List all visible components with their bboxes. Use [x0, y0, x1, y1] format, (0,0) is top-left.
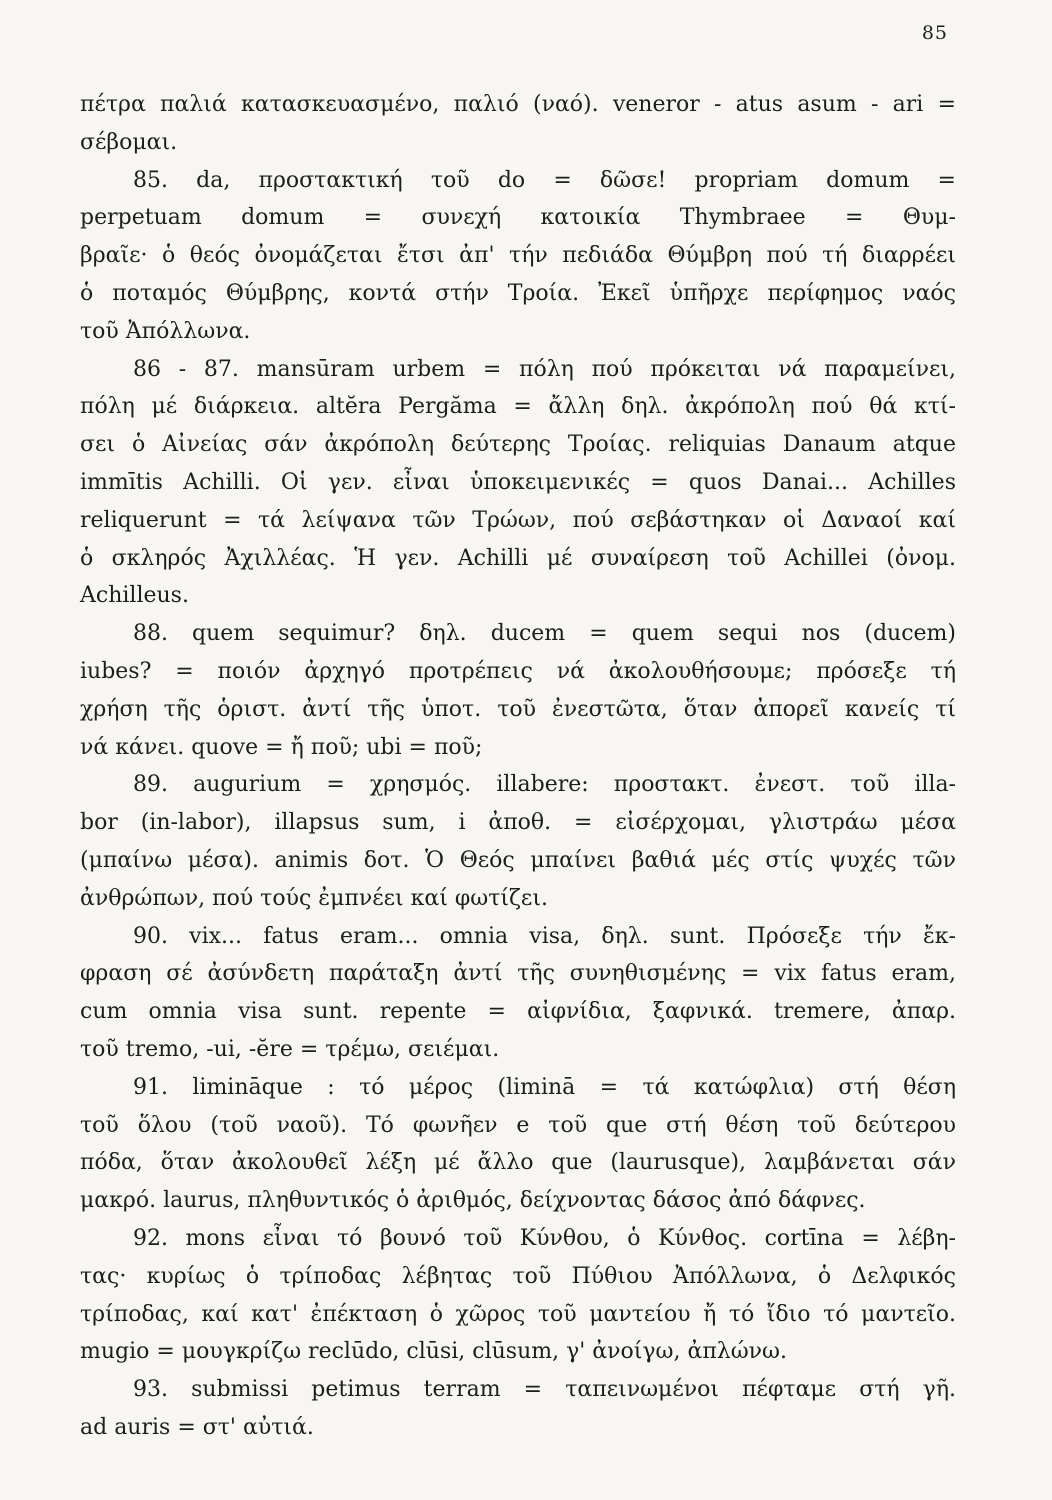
text-line: σέβομαι.: [80, 129, 178, 155]
commentary-text: [80, 86, 956, 1447]
text-line: mugio = μουγκρίζω reclūdo, clūsi, clūsum, γ' ἀνοίγω, ἀπλώνω.: [80, 1339, 787, 1365]
text-line: βραῖε· ὁ θεός ὀνομάζεται ἔτσι ἀπ' τήν πεδιάδα Θύμβρη πού τή διαρρέει: [80, 243, 956, 269]
text-line: 91. limināque : τό μέρος (liminā = τά κατώφλια) στή θέση: [133, 1074, 956, 1100]
text-line: ad auris = στ' αὐτιά.: [80, 1414, 314, 1440]
text-line: φραση σέ ἀσύνδετη παράταξη ἀντί τῆς συνηθισμένης = vix fatus eram,: [80, 961, 956, 987]
text-line: τοῦ Ἀπόλλωνα.: [80, 318, 251, 344]
text-line: ἀνθρώπων, πού τούς ἐμπνέει καί φωτίζει.: [80, 885, 548, 911]
text-line: bor (in-labor), illapsus sum, i ἀποθ. = εἰσέρχομαι, γλιστράω μέσα: [80, 810, 956, 836]
text-line: τοῦ ὅλου (τοῦ ναοῦ). Τό φωνῆεν e τοῦ que στή θέση τοῦ δεύτερου: [80, 1112, 956, 1138]
text-line: (μπαίνω μέσα). animis δοτ. Ὁ Θεός μπαίνει βαθιά μές στίς ψυχές τῶν: [80, 847, 956, 873]
text-line: τοῦ tremo, -ui, -ĕre = τρέμω, σειέμαι.: [80, 1036, 500, 1062]
text-line: μακρό. laurus, πληθυντικός ὁ ἀριθμός, δείχνοντας δάσος ἀπό δάφνες.: [80, 1188, 866, 1214]
text-line: 90. vix... fatus eram... omnia visa, δηλ. sunt. Πρόσεξε τήν ἔκ-: [133, 923, 956, 949]
text-line: 86 - 87. mansūram urbem = πόλη πού πρόκειται νά παραμείνει,: [133, 356, 956, 382]
text-line: ὁ σκληρός Ἀχιλλέας. Ἡ γεν. Achilli μέ συναίρεση τοῦ Achillei (ὀνομ.: [80, 545, 956, 571]
text-line: 89. augurium = χρησμός. illabere: προστακτ. ἐνεστ. τοῦ illa-: [133, 772, 956, 798]
text-line: 93. submissi petimus terram = ταπεινωμένοι πέφταμε στή γῆ.: [133, 1377, 956, 1403]
text-line: πέτρα παλιά κατασκευασμένο, παλιό (ναό). veneror - atus asum - ari =: [80, 92, 956, 117]
text-line: νά κάνει. quove = ἤ ποῦ; ubi = ποῦ;: [80, 734, 483, 760]
text-line: perpetuam domum = συνεχή κατοικία Thymbraee = Θυμ-: [80, 205, 956, 231]
text-line: cum omnia visa sunt. repente = αἰφνίδια, ξαφνικά. tremere, ἀπαρ.: [80, 999, 956, 1025]
text-line: πόδα, ὅταν ἀκολουθεῖ λέξη μέ ἄλλο que (laurusque), λαμβάνεται σάν: [80, 1150, 956, 1176]
text-line: iubes? = ποιόν ἀρχηγό προτρέπεις νά ἀκολουθήσουμε; πρόσεξε τή: [80, 658, 956, 684]
text-line: immītis Achilli. Οἱ γεν. εἶναι ὑποκειμενικές = quos Danai... Achilles: [80, 469, 956, 495]
text-line: τρίποδας, καί κατ' ἐπέκταση ὁ χῶρος τοῦ μαντείου ἤ τό ἴδιο τό μαντεῖο.: [80, 1301, 956, 1327]
text-line: 88. quem sequimur? δηλ. ducem = quem sequi nos (ducem): [133, 621, 956, 647]
text-line: σει ὁ Αἰνείας σάν ἀκρόπολη δεύτερης Τροίας. reliquias Danaum atque: [80, 432, 956, 458]
text-line: χρήση τῆς ὁριστ. ἀντί τῆς ὑποτ. τοῦ ἐνεστῶτα, ὅταν ἀπορεῖ κανείς τί: [80, 696, 956, 722]
text-line: ὁ ποταμός Θύμβρης, κοντά στήν Τροία. Ἐκεῖ ὑπῆρχε περίφημος ναός: [80, 280, 956, 306]
text-line: Achilleus.: [80, 583, 189, 609]
text-line: πόλη μέ διάρκεια. altĕra Pergăma = ἄλλη δηλ. ἀκρόπολη πού θά κτί-: [80, 394, 956, 420]
text-line: 85. da, προστακτική τοῦ do = δῶσε! propriam domum =: [133, 167, 956, 193]
page-number: 85: [921, 22, 948, 44]
text-line: 92. mons εἶναι τό βουνό τοῦ Κύνθου, ὁ Κύνθος. cortīna = λέβη-: [133, 1225, 956, 1251]
text-line: reliquerunt = τά λείψανα τῶν Τρώων, πού σεβάστηκαν οἱ Δαναοί καί: [80, 507, 956, 533]
text-line: τας· κυρίως ὁ τρίποδας λέβητας τοῦ Πύθιου Ἀπόλλωνα, ὁ Δελφικός: [80, 1263, 956, 1289]
